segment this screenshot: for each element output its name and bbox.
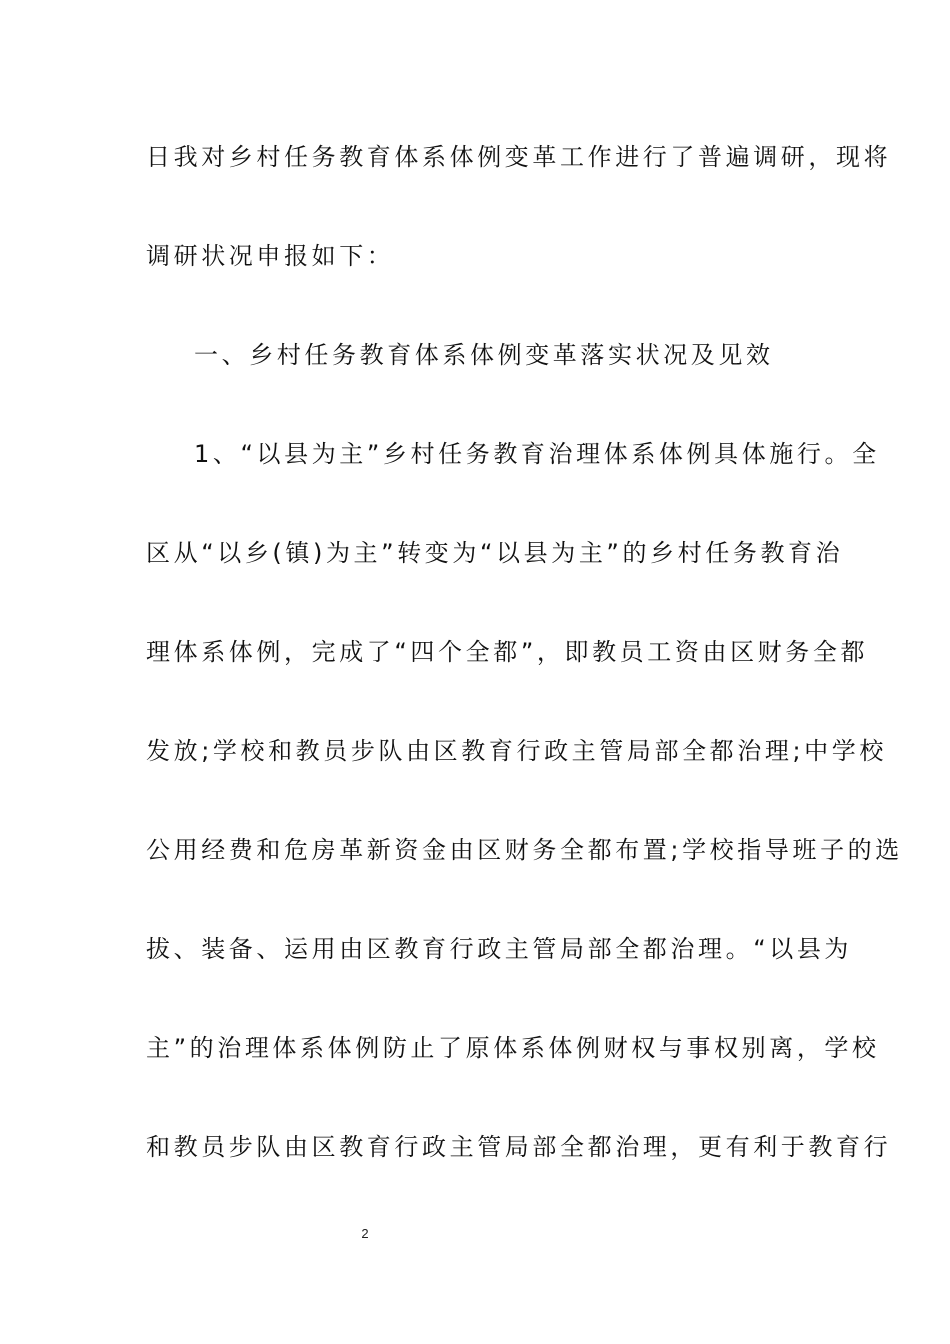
body-text-line: 主”的治理体系体例防止了原体系体例财权与事权别离，学校 [146,1034,880,1062]
body-text-line: 和教员步队由区教育行政主管局部全都治理，更有利于教育行 [146,1133,892,1161]
section-heading: 一、乡村任务教育体系体例变革落实状况及见效 [194,341,774,369]
body-text-line: 拔、装备、运用由区教育行政主管局部全都治理。“以县为 [146,935,853,963]
body-text-line: 发放;学校和教员步队由区教育行政主管局部全都治理;中学校 [146,737,887,765]
body-text-line: 理体系体例，完成了“四个全都”，即教员工资由区财务全都 [146,638,869,666]
body-text-line: 公用经费和危房革新资金由区财务全都布置;学校指导班子的选 [146,836,903,864]
body-text-line: 1、“以县为主”乡村任务教育治理体系体例具体施行。全 [194,440,880,468]
body-text-line: 日我对乡村任务教育体系体例变革工作进行了普遍调研，现将 [146,143,892,171]
body-text-line: 调研状况申报如下： [146,242,395,270]
page-number: 2 [361,1226,369,1241]
body-text-line: 区从“以乡(镇)为主”转变为“以县为主”的乡村任务教育治 [146,539,844,567]
